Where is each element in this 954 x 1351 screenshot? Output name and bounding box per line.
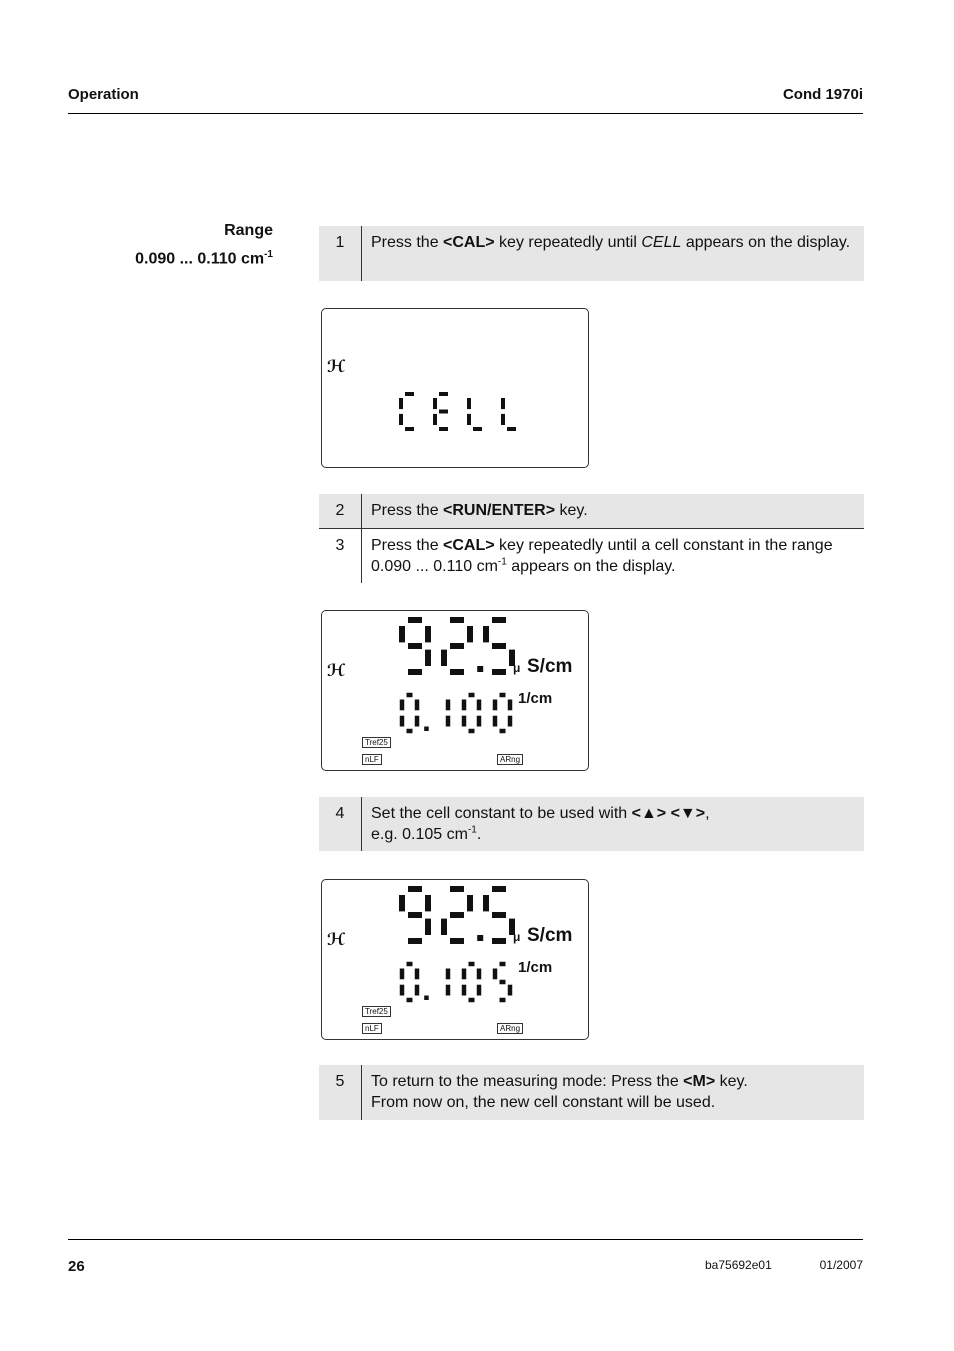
document-id: ba75692e01 (705, 1258, 772, 1272)
lcd-display-cell (321, 308, 589, 468)
lcd-display-0105 (321, 879, 589, 1040)
lcd-digit (503, 398, 516, 429)
lcd-decimal-point (477, 666, 483, 672)
arng-indicator: ARng (497, 1023, 523, 1034)
lcd-digit (486, 620, 512, 672)
lcd-decimal-point (424, 727, 429, 732)
header-product-name: Cond 1970i (782, 86, 863, 103)
sensor-symbol-icon: ℋ (327, 661, 346, 680)
conductivity-unit: S/cm (527, 925, 573, 946)
step-number: 4 (319, 797, 362, 851)
step-number: 5 (319, 1065, 362, 1120)
micro-prefix: μ (513, 661, 521, 675)
step-table-1 (319, 226, 864, 281)
arng-indicator: ARng (497, 754, 523, 765)
step-number: 3 (319, 529, 362, 583)
lcd-segment-text-cell (322, 309, 590, 469)
step-row (319, 529, 864, 583)
sensor-symbol-icon: ℋ (327, 930, 346, 949)
lcd-decimal-point (477, 935, 483, 941)
lcd-digit (444, 620, 470, 672)
header-rule (68, 113, 863, 114)
nlf-indicator: nLF (362, 754, 382, 765)
step-text: Press the <CAL> key repeatedly until CELL appears on the display. (371, 234, 851, 251)
micro-prefix: μ (513, 930, 521, 944)
step-row (319, 226, 864, 281)
conductivity-unit: S/cm (527, 656, 573, 677)
side-heading (135, 219, 273, 271)
step-number: 2 (319, 494, 362, 528)
cell-constant-unit: 1/cm (518, 959, 553, 976)
side-heading-line2: 0.090 ... 0.110 $cm^{-1}$ (135, 249, 273, 268)
document-date: 01/2007 (819, 1258, 863, 1272)
step-number: 1 (319, 226, 362, 281)
lcd-decimal-point (424, 996, 429, 1001)
step-table-4 (319, 1065, 864, 1120)
lcd-digit (402, 695, 417, 731)
cell-constant-unit: 1/cm (518, 690, 553, 707)
lcd-display-0100 (321, 610, 589, 771)
page-number: 26 (68, 1258, 85, 1275)
lcd-digit (486, 889, 512, 941)
step-row (319, 797, 864, 851)
sensor-symbol-icon: ℋ (327, 357, 346, 376)
footer-rule (68, 1239, 863, 1240)
tref-indicator: Tref25 (362, 737, 391, 748)
lcd-digit (402, 620, 428, 672)
step-row (319, 494, 864, 529)
tref-indicator: Tref25 (362, 1006, 391, 1017)
lcd-digit (469, 398, 482, 429)
lcd-digit (444, 889, 470, 941)
step-text: Press the <RUN/ENTER> key. (371, 502, 588, 519)
step-row (319, 1065, 864, 1120)
step-table-3 (319, 797, 864, 851)
step-text: Set the cell constant to be used with <▲> <▼>, e.g. 0.105 $cm^{-1}$. (371, 805, 710, 843)
nlf-indicator: nLF (362, 1023, 382, 1034)
lcd-digit (464, 964, 479, 1000)
lcd-digit (402, 889, 428, 941)
side-heading-line1: Range (224, 222, 273, 239)
lcd-digit (402, 964, 417, 1000)
lcd-digit (435, 394, 448, 429)
lcd-digit (495, 695, 510, 731)
step-table-2 (319, 494, 864, 583)
step-text: To return to the measuring mode: Press the <M> key. From now on, the new cell constant will be used. (371, 1073, 748, 1111)
lcd-digit (495, 964, 510, 1000)
header-section-title: Operation (68, 86, 139, 103)
step-text: Press the <CAL> key repeatedly until a cell constant in the range 0.090 ... 0.110 $cm^{-1}$ appears on the display. (371, 537, 833, 575)
lcd-digit (401, 394, 414, 429)
lcd-digit (464, 695, 479, 731)
